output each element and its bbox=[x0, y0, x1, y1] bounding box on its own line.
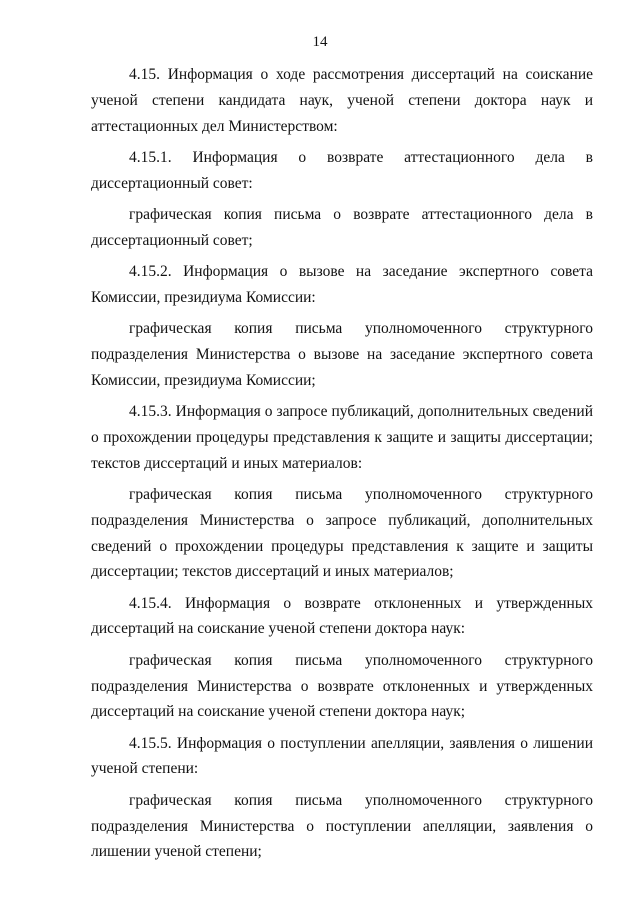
section-4-15-1-heading: 4.15.1. Информация о возврате аттестационного дела в диссертационный совет: bbox=[91, 148, 593, 192]
page-number: 14 bbox=[312, 34, 328, 50]
section-4-15-3-item: графическая копия письма уполномоченного структурного подразделения Министерства о запросе публикаций, дополнительных сведений о прохождении процедуры представления к защите и защиты диссертации; текстов диссертаций и иных материалов; bbox=[91, 485, 593, 581]
section-4-15-4-heading: 4.15.4. Информация о возврате отклоненных и утвержденных диссертаций на соискание ученой степени доктора наук: bbox=[91, 594, 593, 638]
document-body bbox=[91, 62, 593, 871]
section-4-15-4-item: графическая копия письма уполномоченного структурного подразделения Министерства о возврате отклоненных и утвержденных диссертаций на соискание ученой степени доктора наук; bbox=[91, 651, 593, 721]
section-4-15-3-heading: 4.15.3. Информация о запросе публикаций, дополнительных сведений о прохождении процедуры представления к защите и защиты диссертации; текстов диссертаций и иных материалов: bbox=[91, 403, 593, 472]
section-4-15-heading: 4.15. Информация о ходе рассмотрения диссертаций на соискание ученой степени кандидата наук, ученой степени доктора наук и аттестационных дел Министерством: bbox=[91, 66, 593, 135]
section-4-15-5-heading: 4.15.5. Информация о поступлении апелляции, заявления о лишении ученой степени: bbox=[91, 734, 593, 778]
section-4-15-2-item: графическая копия письма уполномоченного структурного подразделения Министерства о вызове на заседание экспертного совета Комиссии, президиума Комиссии; bbox=[91, 320, 593, 389]
section-4-15-5-item: графическая копия письма уполномоченного структурного подразделения Министерства о поступлении апелляции, заявления о лишении ученой степени; bbox=[91, 791, 593, 861]
section-4-15-2-heading: 4.15.2. Информация о вызове на заседание экспертного совета Комиссии, президиума Комиссии: bbox=[91, 263, 593, 306]
section-4-15-1-item: графическая копия письма о возврате аттестационного дела в диссертационный совет; bbox=[91, 205, 593, 249]
